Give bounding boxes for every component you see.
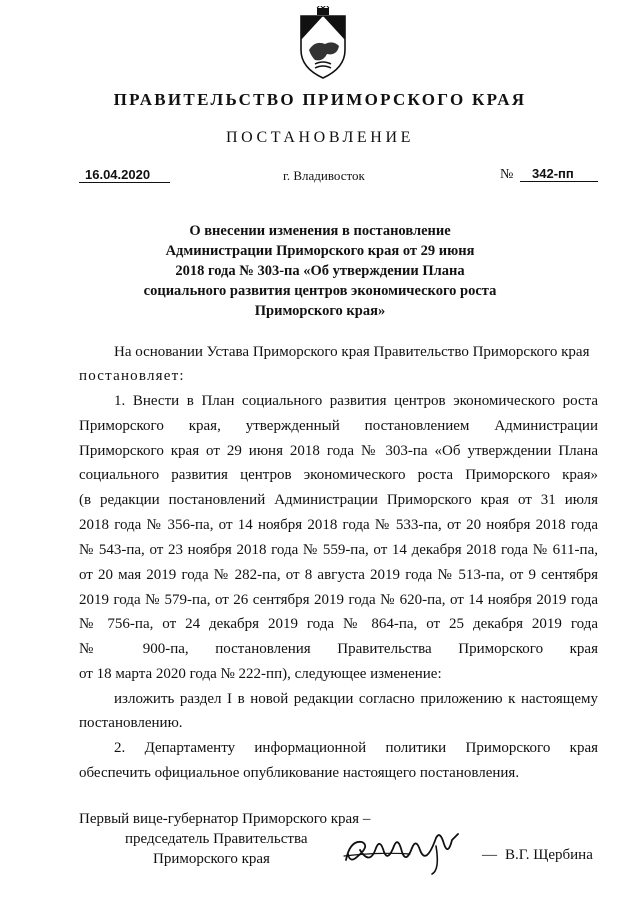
body-line: постановляет: [79,368,185,384]
document-heading [100,221,540,321]
body-line: № 900-па, постановления Правительства Приморского края [79,641,598,657]
primorsky-krai-coat-of-arms-icon [293,6,353,82]
heading-line: Приморского края» [254,303,386,319]
heading-line: социального развития центров экономического роста [143,283,497,299]
body-line: обеспечить официальное опубликование настоящего постановления. [79,765,520,781]
body-line: Приморского края от 29 июня 2018 года № 303-па «Об утверждении Плана [79,443,598,459]
body-line: от 20 мая 2019 года № 282-па, от 8 августа 2019 года № 513-па, от 9 сентября [79,567,598,583]
body-line: (в редакции постановлений Администрации Приморского края от 31 июля [79,492,598,508]
handwritten-signature [340,826,480,876]
number-sign: № [500,167,514,182]
body-line: от 18 марта 2020 года № 222-пп), следующее изменение: [79,666,442,682]
signatory-line: Приморского края [153,851,270,867]
body-line: № 543-па, от 23 ноября 2018 года № 559-па, от 14 декабря 2018 года № 611-па, [79,542,598,558]
body-line: 2019 года № 579-па, от 26 сентября 2019 года № 620-па, от 14 ноября 2019 года [79,592,598,608]
body-line: изложить раздел I в новой редакции согласно приложению к настоящему [114,691,598,707]
body-line: Приморского края, утвержденный постановлением Администрации [79,418,598,434]
body-line: 1. Внести в План социального развития центров экономического роста [114,393,598,409]
body-line: № 756-па, от 24 декабря 2019 года № 864-па, от 25 декабря 2019 года [79,616,598,632]
document-city: г. Владивосток [283,168,365,183]
heading-line: 2018 года № 303-па «Об утверждении Плана [175,263,465,279]
body-line: 2. Департаменту информационной политики Приморского края [114,740,598,756]
document-type: ПОСТАНОВЛЕНИЕ [226,129,414,146]
document-number: 342-пп [520,166,598,182]
body-line: На основании Устава Приморского края Правительство Приморского края [114,344,590,360]
heading-line: О внесении изменения в постановление [189,223,451,239]
body-line: 2018 года № 356-па, от 14 ноября 2018 года № 533-па, от 20 ноября 2018 года [79,517,598,533]
body-line: постановлению. [79,715,183,731]
signature-dash: — [482,847,497,863]
signatory-title [79,809,370,869]
signatory-name: В.Г. Щербина [505,847,593,863]
document-date: 16.04.2020 [79,167,170,183]
signatory-line: Первый вице-губернатор Приморского края – [79,811,371,827]
government-title: ПРАВИТЕЛЬСТВО ПРИМОРСКОГО КРАЯ [113,90,527,109]
signatory-line: председатель Правительства [125,831,308,847]
heading-line: Администрации Приморского края от 29 июня [165,243,475,259]
body-line: социального развития центров экономического роста Приморского края» [79,467,598,483]
